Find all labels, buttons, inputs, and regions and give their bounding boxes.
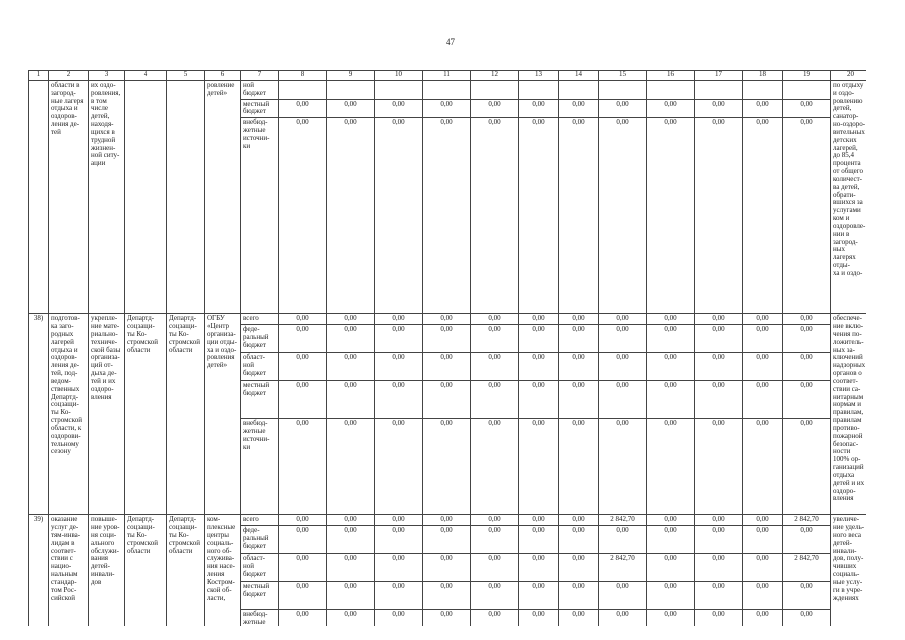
funding-value: 0,00 [743, 515, 783, 526]
funding-value: 0,00 [471, 353, 519, 381]
responsible-executor [125, 81, 167, 314]
funding-value: 0,00 [647, 314, 695, 325]
funding-value: 0,00 [743, 325, 783, 353]
column-number-6: 6 [205, 71, 241, 81]
funding-value: 0,00 [327, 314, 375, 325]
column-number-19: 19 [783, 71, 831, 81]
funding-value: 0,00 [743, 99, 783, 118]
co-executor: Департд- соцзащи- ты Ко- стромской области [167, 314, 205, 515]
funding-source: внебюд- жетные источни- ки [241, 118, 279, 314]
funding-value: 0,00 [783, 325, 831, 353]
recipient: ОГБУ «Центр организа- ции отды- ха и оздо- ровления детей» [205, 314, 241, 515]
funding-value: 0,00 [423, 118, 471, 314]
funding-value: 0,00 [519, 325, 559, 353]
activity-name: оказание услуг де- тям-инва- лидам в соответ- ствии с нацио- нальным стандар- том Рос- сийской [49, 515, 89, 626]
funding-value: 0,00 [279, 381, 327, 419]
program-table-frame [28, 70, 866, 626]
funding-value: 0,00 [599, 118, 647, 314]
funding-value: 0,00 [279, 515, 327, 526]
funding-value: 0,00 [423, 610, 471, 626]
funding-value: 0,00 [695, 381, 743, 419]
funding-value: 0,00 [423, 325, 471, 353]
funding-value: 0,00 [559, 610, 599, 626]
column-number-10: 10 [375, 71, 423, 81]
program-activities-table [28, 70, 866, 626]
funding-value: 0,00 [519, 526, 559, 554]
funding-source: всего [241, 515, 279, 526]
funding-value: 0,00 [327, 325, 375, 353]
co-executor: Департд- соцзащи- ты Ко- стромской области [167, 515, 205, 626]
funding-value: 0,00 [423, 515, 471, 526]
funding-value: 0,00 [279, 582, 327, 610]
funding-value: 0,00 [647, 353, 695, 381]
funding-value: 0,00 [279, 99, 327, 118]
funding-value: 0,00 [647, 526, 695, 554]
funding-value [695, 81, 743, 100]
funding-value: 0,00 [743, 582, 783, 610]
activity-goal: их оздо- ровления, в том числе детей, находя- щихся в трудной жизнен- ной ситу- ации [89, 81, 125, 314]
column-number-8: 8 [279, 71, 327, 81]
funding-value [743, 81, 783, 100]
funding-value: 0,00 [375, 314, 423, 325]
target-indicator: обеспече- ние вклю- чения по- ложитель- ных за- ключений надзорных органов о соответ- ствии са- нитарным нормам и правилам, правилам противо- пожарной безопас- ности 100% ор- ганизаций отдыха детей и их оздоро- вления [831, 314, 867, 515]
target-indicator: увеличе- ние удель- ного веса детей- инвали- дов, полу- чивших социаль- ные услу- ги в учре- ждениях [831, 515, 867, 626]
funding-value: 0,00 [375, 118, 423, 314]
funding-value: 0,00 [783, 526, 831, 554]
funding-value: 0,00 [471, 419, 519, 515]
funding-value: 0,00 [519, 582, 559, 610]
funding-value: 0,00 [471, 314, 519, 325]
funding-value: 0,00 [471, 325, 519, 353]
row-index: 38) [29, 314, 49, 515]
funding-value: 0,00 [783, 99, 831, 118]
funding-value: 0,00 [743, 554, 783, 582]
column-number-16: 16 [647, 71, 695, 81]
funding-value: 0,00 [647, 610, 695, 626]
funding-value: 0,00 [559, 314, 599, 325]
funding-value [471, 81, 519, 100]
funding-value: 0,00 [599, 381, 647, 419]
funding-value: 0,00 [519, 419, 559, 515]
funding-value: 0,00 [647, 554, 695, 582]
funding-value: 0,00 [519, 554, 559, 582]
funding-value [327, 81, 375, 100]
funding-value: 0,00 [327, 99, 375, 118]
funding-source: област- ной бюджет [241, 353, 279, 381]
column-number-11: 11 [423, 71, 471, 81]
funding-value: 0,00 [471, 381, 519, 419]
funding-value: 0,00 [279, 526, 327, 554]
funding-value: 0,00 [327, 515, 375, 526]
column-number-15: 15 [599, 71, 647, 81]
funding-value: 0,00 [695, 325, 743, 353]
column-number-4: 4 [125, 71, 167, 81]
funding-value: 0,00 [743, 419, 783, 515]
funding-value: 0,00 [783, 118, 831, 314]
column-number-7: 7 [241, 71, 279, 81]
funding-value: 0,00 [471, 554, 519, 582]
funding-value: 0,00 [519, 381, 559, 419]
funding-value: 0,00 [599, 526, 647, 554]
funding-value: 0,00 [599, 582, 647, 610]
funding-value: 0,00 [647, 419, 695, 515]
column-number-17: 17 [695, 71, 743, 81]
funding-value: 0,00 [375, 99, 423, 118]
table-row [29, 81, 867, 100]
funding-value: 0,00 [423, 314, 471, 325]
funding-value: 0,00 [423, 582, 471, 610]
funding-value: 0,00 [743, 381, 783, 419]
funding-value: 0,00 [559, 118, 599, 314]
funding-value: 2 842,70 [599, 554, 647, 582]
funding-source: внебюд- жетные [241, 610, 279, 626]
funding-value: 0,00 [559, 99, 599, 118]
funding-source: феде- ральный бюджет [241, 526, 279, 554]
funding-value: 0,00 [423, 419, 471, 515]
funding-value: 0,00 [423, 526, 471, 554]
funding-value: 0,00 [743, 610, 783, 626]
recipient: ровление детей» [205, 81, 241, 314]
funding-source: феде- ральный бюджет [241, 325, 279, 353]
funding-value: 0,00 [783, 610, 831, 626]
funding-value: 0,00 [647, 99, 695, 118]
column-number-2: 2 [49, 71, 89, 81]
funding-value: 0,00 [279, 325, 327, 353]
funding-value: 0,00 [559, 381, 599, 419]
column-number-row [29, 71, 867, 81]
table-row [29, 314, 867, 325]
column-number-13: 13 [519, 71, 559, 81]
funding-value: 0,00 [375, 554, 423, 582]
funding-value: 0,00 [423, 381, 471, 419]
funding-source: местный бюджет [241, 582, 279, 610]
funding-value: 0,00 [279, 554, 327, 582]
column-number-5: 5 [167, 71, 205, 81]
funding-value: 0,00 [471, 515, 519, 526]
funding-value: 0,00 [783, 381, 831, 419]
column-number-1: 1 [29, 71, 49, 81]
funding-value: 0,00 [695, 419, 743, 515]
funding-value: 2 842,70 [599, 515, 647, 526]
target-indicator: по отдыху и оздо- ровлению детей, санатор- но-оздоро- вительных детских лагерей, до 85,4 процента от общего количест- ва детей, обрати- вшихся за услугами ком и оздоровле- нии в загород- ных лагерях отды- ха и оздо- [831, 81, 867, 314]
funding-value: 0,00 [423, 99, 471, 118]
funding-value: 0,00 [471, 610, 519, 626]
funding-value: 0,00 [279, 353, 327, 381]
funding-value: 0,00 [327, 353, 375, 381]
funding-value: 0,00 [375, 353, 423, 381]
funding-value: 0,00 [327, 526, 375, 554]
row-index [29, 81, 49, 314]
funding-value: 0,00 [695, 353, 743, 381]
funding-source: местный бюджет [241, 381, 279, 419]
funding-value [647, 81, 695, 100]
funding-value: 0,00 [471, 582, 519, 610]
funding-value: 0,00 [783, 582, 831, 610]
funding-source: всего [241, 314, 279, 325]
funding-value: 0,00 [559, 419, 599, 515]
funding-value: 0,00 [695, 118, 743, 314]
funding-source: внебюд- жетные источни- ки [241, 419, 279, 515]
funding-value: 0,00 [327, 381, 375, 419]
funding-value: 2 842,70 [783, 554, 831, 582]
funding-value: 0,00 [559, 526, 599, 554]
funding-value [279, 81, 327, 100]
funding-value: 0,00 [471, 526, 519, 554]
funding-value: 0,00 [519, 314, 559, 325]
activity-goal: укрепле- ние мате- риально- техниче- ской базы организа- ций от- дыха де- тей и их оздоро- вления [89, 314, 125, 515]
funding-value: 0,00 [471, 99, 519, 118]
funding-value: 0,00 [279, 419, 327, 515]
funding-value: 0,00 [647, 515, 695, 526]
funding-value: 0,00 [599, 325, 647, 353]
funding-value: 0,00 [559, 515, 599, 526]
funding-value: 2 842,70 [783, 515, 831, 526]
funding-value: 0,00 [423, 353, 471, 381]
funding-source: ной бюджет [241, 81, 279, 100]
funding-value: 0,00 [375, 381, 423, 419]
funding-value: 0,00 [695, 554, 743, 582]
funding-value: 0,00 [743, 118, 783, 314]
funding-value: 0,00 [471, 118, 519, 314]
responsible-executor: Департд- соцзащи- ты Ко- стромской области [125, 515, 167, 626]
funding-value: 0,00 [279, 314, 327, 325]
funding-value: 0,00 [783, 353, 831, 381]
funding-value: 0,00 [599, 419, 647, 515]
funding-value: 0,00 [695, 526, 743, 554]
co-executor [167, 81, 205, 314]
funding-value [783, 81, 831, 100]
funding-value: 0,00 [327, 419, 375, 515]
funding-value: 0,00 [327, 118, 375, 314]
funding-value: 0,00 [279, 610, 327, 626]
funding-value: 0,00 [559, 582, 599, 610]
funding-value: 0,00 [375, 610, 423, 626]
column-number-18: 18 [743, 71, 783, 81]
funding-value: 0,00 [279, 118, 327, 314]
funding-value: 0,00 [423, 554, 471, 582]
funding-value: 0,00 [375, 582, 423, 610]
recipient: ком- плексные центры социаль- ного об- служива- ния насе- ления Костром- ской об- ласти, [205, 515, 241, 626]
row-index: 39) [29, 515, 49, 626]
funding-source: област- ной бюджет [241, 554, 279, 582]
funding-value: 0,00 [743, 526, 783, 554]
funding-value: 0,00 [559, 554, 599, 582]
funding-value: 0,00 [599, 353, 647, 381]
column-number-20: 20 [831, 71, 867, 81]
column-number-9: 9 [327, 71, 375, 81]
funding-value: 0,00 [647, 118, 695, 314]
funding-source: местный бюджет [241, 99, 279, 118]
funding-value: 0,00 [743, 314, 783, 325]
funding-value [375, 81, 423, 100]
funding-value: 0,00 [695, 515, 743, 526]
funding-value: 0,00 [695, 610, 743, 626]
funding-value: 0,00 [599, 610, 647, 626]
funding-value: 0,00 [695, 582, 743, 610]
funding-value: 0,00 [647, 582, 695, 610]
column-number-14: 14 [559, 71, 599, 81]
funding-value [599, 81, 647, 100]
funding-value: 0,00 [519, 610, 559, 626]
funding-value: 0,00 [695, 314, 743, 325]
activity-goal: повыше- ние уров- ня соци- ального обслужи- вания детей- инвали- дов [89, 515, 125, 626]
activity-name: области в загород- ные лагеря отдыха и оздоров- ления де- тей [49, 81, 89, 314]
funding-value: 0,00 [375, 325, 423, 353]
funding-value: 0,00 [327, 554, 375, 582]
funding-value: 0,00 [783, 419, 831, 515]
funding-value: 0,00 [559, 325, 599, 353]
funding-value [423, 81, 471, 100]
activity-name: подготов- ка заго- родных лагерей отдыха и оздоров- ления де- тей, под- ведом- ственных Департд- соцзащи- ты Ко- стромской области, к оздорови- тельному сезону [49, 314, 89, 515]
funding-value: 0,00 [695, 99, 743, 118]
funding-value: 0,00 [519, 118, 559, 314]
responsible-executor: Департд- соцзащи- ты Ко- стромской области [125, 314, 167, 515]
table-row [29, 515, 867, 526]
funding-value [519, 81, 559, 100]
funding-value: 0,00 [375, 419, 423, 515]
funding-value: 0,00 [559, 353, 599, 381]
funding-value: 0,00 [599, 314, 647, 325]
funding-value: 0,00 [375, 526, 423, 554]
funding-value: 0,00 [743, 353, 783, 381]
funding-value: 0,00 [783, 314, 831, 325]
funding-value [559, 81, 599, 100]
funding-value: 0,00 [647, 325, 695, 353]
funding-value: 0,00 [599, 99, 647, 118]
funding-value: 0,00 [519, 515, 559, 526]
page-number: 47 [446, 37, 455, 47]
funding-value: 0,00 [519, 99, 559, 118]
column-number-12: 12 [471, 71, 519, 81]
funding-value: 0,00 [327, 582, 375, 610]
funding-value: 0,00 [647, 381, 695, 419]
funding-value: 0,00 [375, 515, 423, 526]
column-number-3: 3 [89, 71, 125, 81]
funding-value: 0,00 [519, 353, 559, 381]
funding-value: 0,00 [327, 610, 375, 626]
